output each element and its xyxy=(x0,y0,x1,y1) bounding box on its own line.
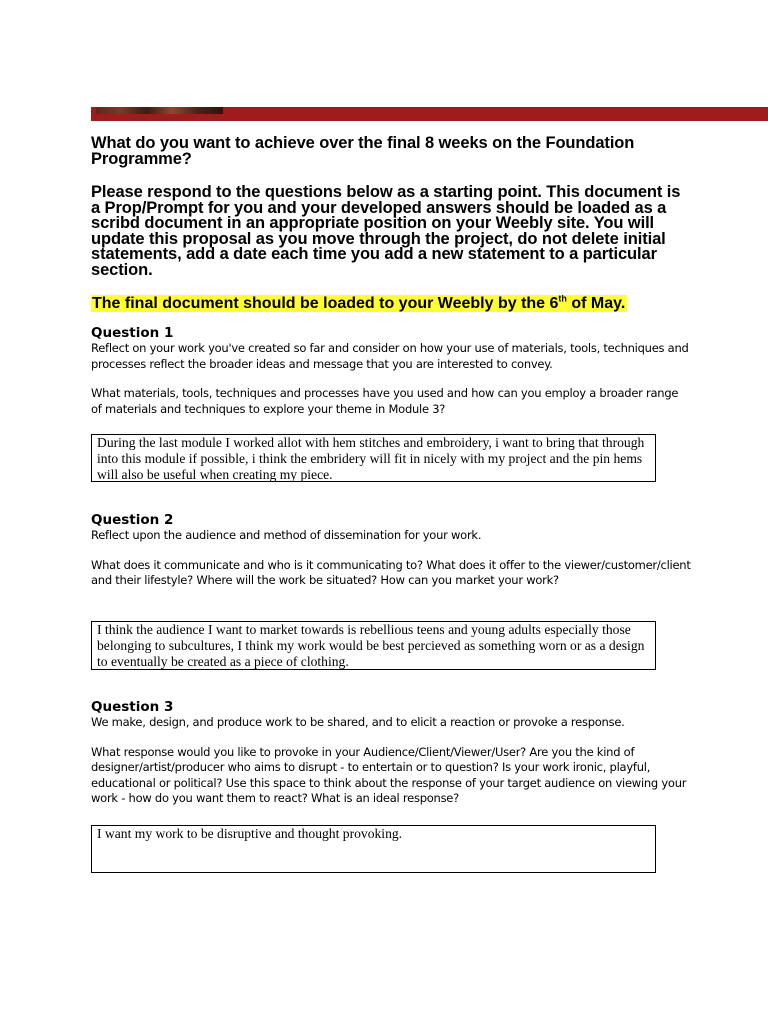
answer-box-1[interactable]: During the last module I worked allot with hem stitches and embroidery, i want to bring that through into this module if possible, i think the embridery will fit in nicely with my project and the pin hems will also be useful when creating my piece. xyxy=(91,434,656,482)
answer-box-2[interactable]: I think the audience I want to market towards is rebellious teens and young adults especially those belonging to subcultures, I think my work would be best percieved as something worn or as a design to eventually be created as a piece of clothing. xyxy=(91,621,656,670)
question-prompt: We make, design, and produce work to be shared, and to elicit a reaction or provoke a response. xyxy=(91,715,625,729)
document-header xyxy=(91,136,691,315)
question-heading: Question 2 xyxy=(91,512,174,528)
question-heading: Question 3 xyxy=(91,699,174,715)
deadline-text-after: of May. xyxy=(566,295,626,312)
intro-instructions: Please respond to the questions below as a starting point. This document is a Prop/Prompt for you and your developed answers should be loaded as a scribd document in an appropriate position on your Weebly site. You will update this proposal as you move through the project, do not delete initial statements, add a date each time you add a new statement to a particular section. xyxy=(91,183,681,279)
question-prompt: Reflect upon the audience and method of dissemination for your work. xyxy=(91,528,482,542)
header-image xyxy=(96,107,223,114)
question-1-section xyxy=(91,325,691,417)
page-title: What do you want to achieve over the final 8 weeks on the Foundation Programme? xyxy=(91,134,635,168)
deadline-notice xyxy=(91,293,691,315)
question-2-section xyxy=(91,512,691,589)
question-detail: What response would you like to provoke in your Audience/Client/Viewer/User? Are you the kind of designer/artist/producer who aims to disrupt - to entertain or to question? Is your work ironic, playful, educational or political? Use this space to think about the response of your target audience on viewing your work - how do you want them to react? What is an ideal response? xyxy=(91,744,687,805)
answer-box-3[interactable]: I want my work to be disruptive and thought provoking. xyxy=(91,825,656,873)
question-heading: Question 1 xyxy=(91,325,174,341)
question-detail: What materials, tools, techniques and processes have you used and how can you employ a broader range of materials and techniques to explore your theme in Module 3? xyxy=(91,386,679,416)
question-3-section xyxy=(91,699,691,807)
deadline-text-before: The final document should be loaded to your Weebly by the 6 xyxy=(92,295,559,312)
question-detail: What does it communicate and who is it communicating to? What does it offer to the viewer/customer/client and their lifestyle? Where will the work be situated? How can you market your work? xyxy=(91,557,691,587)
question-prompt: Reflect on your work you've created so far and consider on how your use of materials, tools, techniques and processes reflect the broader ideas and message that you are interested to convey. xyxy=(91,341,689,371)
deadline-superscript: th xyxy=(558,293,567,304)
